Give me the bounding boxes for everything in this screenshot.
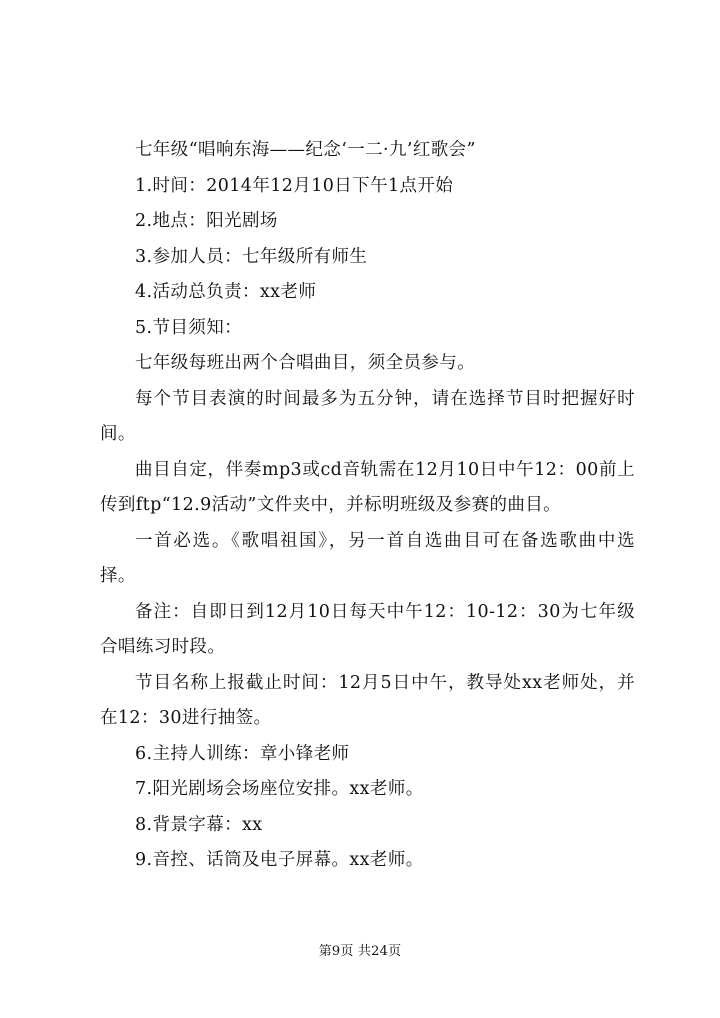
- item-audio-control: 9.音控、话筒及电子屏幕。xx老师。: [135, 850, 424, 870]
- note-paragraph-remarks: 备注：自即日到12月10日每天中午12：10-12：30为七年级合唱练习时段。: [100, 601, 635, 657]
- document-body: [100, 133, 635, 879]
- item-time: 1.时间：2014年12月10日下午1点开始: [135, 175, 454, 196]
- note-paragraph-deadline: 节目名称上报截止时间：12月5日中午，教导处xx老师处，并在12：30进行抽签。: [100, 672, 635, 728]
- note-paragraph-accompaniment: 曲目自定，伴奏mp3或cd音轨需在12月10日中午12：00前上传到ftp“12.9活动”文件夹中，并标明班级及参赛的曲目。: [100, 459, 635, 515]
- note-paragraph-required-song: 一首必选。《歌唱祖国》，另一首自选曲目可在备选歌曲中选择。: [100, 530, 635, 586]
- item-location: 2.地点：阳光剧场: [135, 211, 278, 231]
- item-seating: 7.阳光剧场会场座位安排。xx老师。: [135, 779, 424, 799]
- item-program-notes: 5.节目须知：: [135, 317, 242, 338]
- item-person-in-charge: 4.活动总负责：xx老师: [135, 282, 317, 302]
- note-paragraph-duration: 每个节目表演的时间最多为五分钟，请在选择节目时把握好时间。: [100, 388, 635, 444]
- item-participants: 3.参加人员：七年级所有师生: [135, 246, 368, 267]
- item-host-training: 6.主持人训练：章小锋老师: [135, 743, 350, 764]
- page-number-footer: 第9页 共24页: [318, 944, 402, 959]
- item-subtitles: 8.背景字幕：xx: [135, 814, 263, 835]
- event-title: 七年级“唱响东海——纪念‘一二·九’红歌会”: [135, 140, 476, 160]
- note-paragraph-choirs: 七年级每班出两个合唱曲目，须全员参与。: [135, 353, 476, 373]
